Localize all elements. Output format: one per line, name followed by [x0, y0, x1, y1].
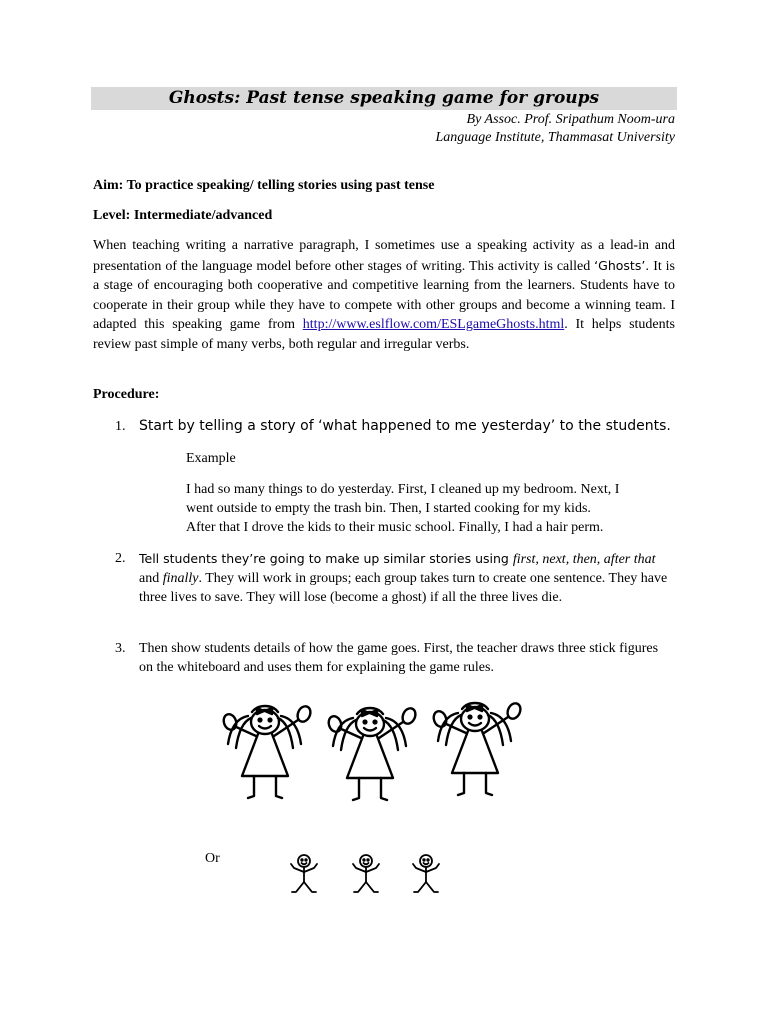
step-2-italic-a: first, next, then, after that — [512, 552, 656, 567]
example-line: I had so many things to do yesterday. First, I cleaned up my bedroom. Next, I — [186, 482, 620, 497]
intro-text-1: When teaching writing a narrative paragraph, I sometimes use a speaking activity as a lead-in and presentation of the language model before other stages of writing. This activity is called — [93, 238, 675, 274]
girl-figure — [327, 706, 418, 800]
intro-text-2: It is a stage of encouraging both cooperative and competitive learning from the learners. Students have to cooperate in their group while they have to compete with other groups and become a winning team. I adapted this speaking game from — [93, 258, 675, 333]
girl-figure — [222, 704, 313, 798]
stick-figure — [413, 855, 439, 892]
stick-figures — [286, 850, 456, 900]
author: By Assoc. Prof. Sripathum Noom-ura — [466, 112, 675, 127]
step-1-number: 1. — [115, 419, 126, 434]
intro-text-3: . It helps students review past simple of many verbs, both regular and irregular verbs. — [93, 317, 675, 352]
ghosts-term: ‘Ghosts’. — [594, 257, 650, 273]
intro-paragraph — [93, 236, 675, 355]
step-2-text — [139, 549, 675, 607]
example-line: After that I drove the kids to their music school. Finally, I had a hair perm. — [186, 520, 604, 535]
step-2-text-a: Tell students they’re going to make up similar stories using — [139, 551, 513, 566]
aim: Aim: To practice speaking/ telling stories using past tense — [93, 178, 435, 193]
step-3-text: Then show students details of how the game goes. First, the teacher draws three stick figures on the whiteboard and uses them for explaining the game rules. — [139, 641, 659, 675]
girl-figure — [432, 701, 523, 795]
stick-figure — [353, 855, 379, 892]
step-2-text-c: . They will work in groups; each group takes turn to create one sentence. They have three lives to save. They will lose (become a ghost) if all the three lives die. — [139, 571, 668, 605]
byline — [435, 111, 675, 147]
step-1-text: Start by telling a story of ‘what happened to me yesterday’ to the students. — [139, 418, 671, 434]
step-3-number: 3. — [115, 641, 126, 656]
step-2-number: 2. — [115, 551, 126, 566]
source-link[interactable]: http://www.eslflow.com/ESLgameGhosts.html — [302, 317, 565, 333]
step-2-text-b: and — [139, 571, 163, 586]
step-2-italic-b: finally — [162, 571, 199, 586]
affiliation: Language Institute, Thammasat University — [435, 130, 675, 145]
example-line: went outside to empty the trash bin. Then, I started cooking for my kids. — [186, 501, 591, 516]
page-title: Ghosts: Past tense speaking game for groups — [168, 88, 600, 108]
example-text — [186, 480, 676, 537]
stick-figure — [291, 855, 317, 892]
example-label: Example — [186, 451, 236, 466]
level: Level: Intermediate/advanced — [93, 208, 273, 223]
procedure-heading: Procedure: — [93, 387, 160, 402]
or-label: Or — [205, 851, 220, 866]
girl-figures — [218, 700, 530, 810]
